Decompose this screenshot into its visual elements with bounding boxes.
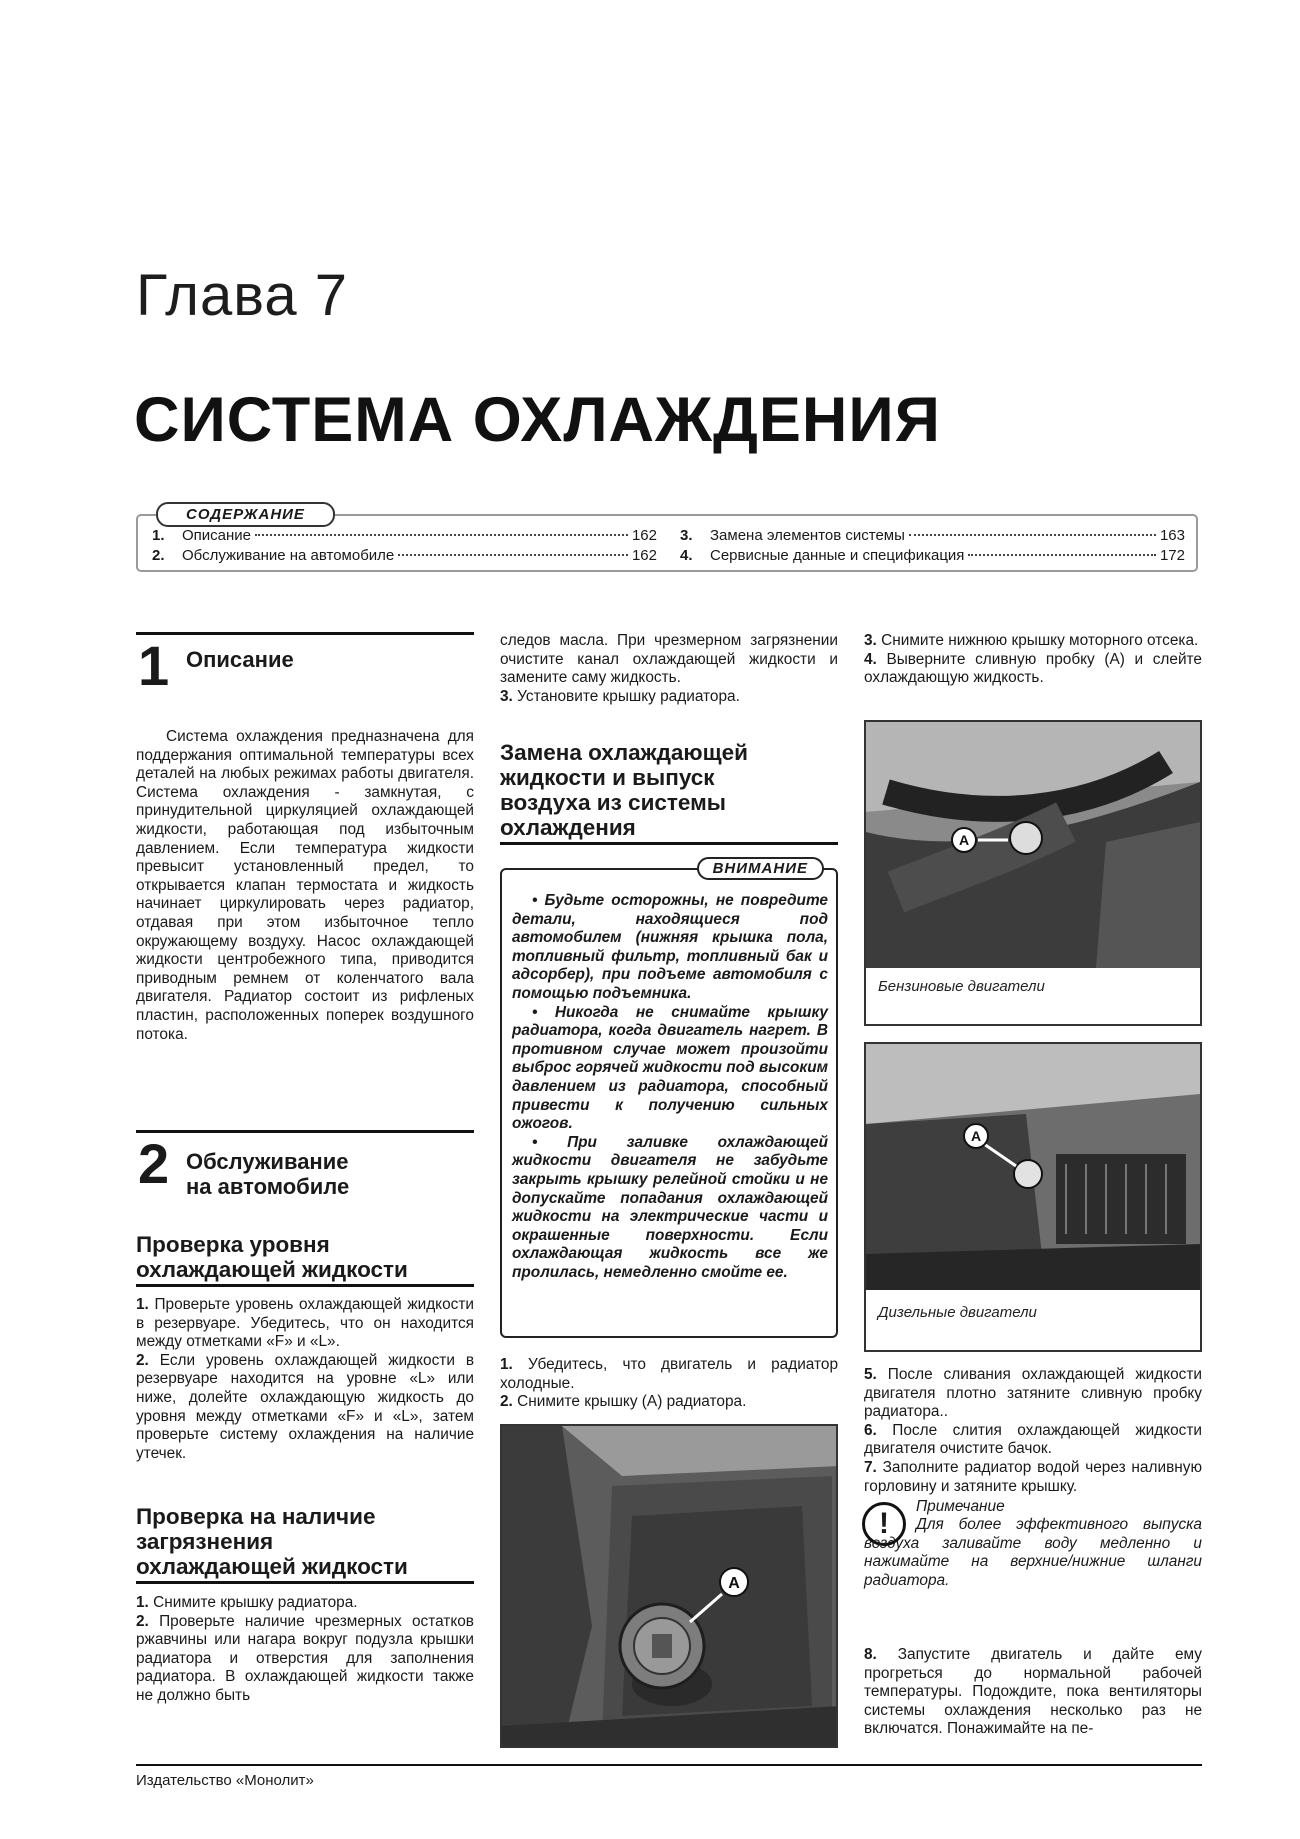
publisher: Издательство «Монолит» [136,1772,314,1789]
photo-caption: Бензиновые двигатели [878,978,1045,995]
step-text: Снимите нижнюю крышку моторного отсека. [881,632,1199,649]
subheading-line: охлаждающей жидкости [136,1554,408,1579]
step [500,688,838,707]
petrol-drain-photo [864,720,1202,1026]
step-text: Заполните радиатор водой через наливную горловину и затяните крышку. [864,1458,1202,1495]
step-number: 6. [864,1421,877,1439]
toc-page: 163 [1159,527,1185,544]
petrol-drain-illustration [866,722,1200,968]
subheading-line: загрязнения [136,1529,274,1554]
toc-item[interactable] [152,526,657,546]
toc-left [152,526,657,566]
radiator-cap-illustration [502,1426,838,1748]
toc-text: Замена элементов системы [710,527,905,544]
toc-leader [255,534,628,536]
subheading-level-check [136,1232,474,1287]
step-text: Снимите крышку (A) радиатора. [517,1393,747,1411]
section-title-line: на автомобиле [186,1174,350,1199]
diesel-drain-photo [864,1042,1202,1352]
continuation-text: следов масла. При чрезмерном загрязнении очистите канал охлаждающей жидкости и замените саму жидкость. [500,632,838,687]
section-number: 1 [138,634,170,697]
section-number: 2 [138,1132,170,1195]
section-title-line: Обслуживание [186,1149,349,1174]
warning-tag: ВНИМАНИЕ [697,857,824,880]
step-text: Снимите крышку радиатора. [153,1594,358,1611]
diesel-drain-illustration [866,1044,1200,1290]
step-number: 2. [136,1612,149,1630]
exclamation-icon: ! [862,1502,906,1546]
subheading-line: охлаждающей жидкости [136,1257,408,1282]
step [864,1422,1202,1459]
step [864,1459,1202,1496]
callout-label: A [728,1575,740,1592]
level-check-steps [136,1296,474,1463]
toc-num: 2. [152,547,165,564]
step-number: 1. [136,1594,149,1611]
toc-item[interactable] [152,546,657,566]
col3-mid-steps [864,1366,1202,1496]
subheading-line: жидкости и выпуск [500,765,715,790]
step-text: Установите крышку радиатора. [517,687,740,705]
step-text: После слития охлаждающей жидкости двигателя очистите бачок. [864,1421,1203,1458]
toc-page: 162 [631,547,657,564]
contents-tag: СОДЕРЖАНИЕ [156,502,335,527]
step-text: Убедитесь, что двигатель и радиатор холодные. [500,1356,839,1392]
callout-label: A [970,1128,982,1144]
photo-caption: Дизельные двигатели [878,1304,1037,1321]
step-number: 1. [136,1296,149,1313]
step [136,1296,474,1352]
col2-top-text [500,632,838,706]
chapter-label: Глава 7 [136,263,349,328]
chapter-title: СИСТЕМА ОХЛАЖДЕНИЯ [134,385,941,455]
step [136,1613,474,1706]
callout-label: A [958,832,970,848]
warning-box [500,860,838,1338]
warning-item: • Никогда не снимайте крышку радиатора, когда двигатель нагрет. В противном случае может произойти выброс горячей жидкости под высоким давлением из радиатора, способный привести к получению сильных ожогов. [512,1003,828,1133]
section-title: Описание [186,647,294,672]
toc-page: 162 [631,527,657,544]
step-number: 2. [500,1393,513,1411]
toc-num: 4. [680,547,693,564]
subheading-line: воздуха из системы [500,790,727,815]
step [864,1366,1202,1422]
toc-text: Сервисные данные и спецификация [710,547,965,564]
step-text: Проверьте уровень охлаждающей жидкости в резервуаре. Убедитесь, что он находится между отметками «F» и «L». [136,1296,474,1351]
step-text: После сливания охлаждающей жидкости двигателя плотно затяните сливную пробку радиатора.. [864,1366,1203,1421]
subheading-replacement [500,740,838,845]
step-text: Выверните сливную пробку (A) и слейте охлаждающую жидкость. [864,650,1202,687]
section-2-heading [136,1130,474,1199]
step [864,632,1202,651]
toc-leader [968,554,1156,556]
step-text: Проверьте наличие чрезмерных остатков ржавчины или нагара вокруг подузла крышки радиатора и отверстия для заполнения радиатора. В охлаждающей жидкости также не должно быть [136,1612,474,1704]
note-title: Примечание [916,1498,1005,1515]
warning-item: • Будьте осторожны, не повредите детали, находящиеся под автомобилем (нижняя крышка пола, топливный фильтр, топливный бак и адсорбер), при подъеме автомобиля с помощью подъемника. [512,892,828,1002]
step [500,1393,838,1412]
subheading-line: Замена охлаждающей [500,740,748,765]
warning-item: • При заливке охлаждающей жидкости двигателя не забудьте закрыть крышку релейной стойки и не допускайте попадания охлаждающей жидкости на электрические части и окрашенные поверхности. Если охлаждающая жидкость все же пролилась, немедленно смойте ее. [512,1133,828,1281]
note-body: Для более эффективного выпуска воздуха заливайте воду медленно и нажимайте на верхние/нижние шланги радиатора. [864,1516,1202,1589]
step-number: 5. [864,1366,877,1383]
step-number: 4. [864,650,877,668]
contamination-steps [136,1594,474,1706]
footer-rule [136,1764,1202,1766]
step-number: 7. [864,1458,877,1476]
step-number: 3. [500,687,513,705]
col2-steps [500,1356,838,1412]
subheading-line: Проверка уровня [136,1232,330,1257]
toc-text: Описание [182,527,252,544]
warning-text [512,892,828,1282]
step [500,1356,838,1393]
step-number: 3. [864,632,877,649]
step-number: 1. [500,1356,513,1373]
step [864,651,1202,688]
subheading-line: охлаждения [500,815,636,840]
col3-top-steps [864,632,1202,688]
toc-num: 3. [680,527,693,544]
step-text: Запустите двигатель и дайте ему прогреться до нормальной рабочей температуры. Подождите, пока вентиляторы системы охлаждения несколько раз не включатся. Понажимайте на пе- [864,1646,1203,1738]
toc-item[interactable] [680,546,1185,566]
note-text [864,1516,1202,1590]
subheading-line: Проверка на наличие [136,1504,376,1529]
section-1-heading [136,632,474,697]
toc-leader [398,554,628,556]
toc-leader [909,534,1156,536]
step [864,1646,1202,1739]
col3-step8 [864,1646,1202,1739]
contents-box [136,506,1198,572]
toc-num: 1. [152,527,165,544]
section-title [186,1149,349,1199]
toc-text: Обслуживание на автомобиле [182,547,395,564]
step [136,1352,474,1464]
toc-right [680,526,1185,566]
radiator-cap-photo [500,1424,838,1748]
toc-page: 172 [1159,547,1185,564]
toc-item[interactable] [680,526,1185,546]
step-text: Если уровень охлаждающей жидкости в резервуаре находится на уровне «L» или ниже, долейте охлаждающую жидкость до уровня между отметками «F» и «L», затем проверьте систему охлаждения на наличие утечек. [136,1351,474,1462]
step-number: 2. [136,1351,149,1369]
step-number: 8. [864,1646,877,1663]
section-1-body: Система охлаждения предназначена для поддержания оптимальной температуры всех деталей на любых режимах работы двигателя. Система охлаждения - замкнутая, с принудительной циркуляцией охлаждающей жидкости, работающая под избыточным давлением. Если температура жидкости превысит установленный предел, то открывается клапан термостата и жидкость начинает циркулировать через радиатор, отдавая при этом избыточное тепло окружающему воздуху. Насос охлаждающей жидкости центробежного типа, приводится приводным ремнем от коленчатого вала двигателя. Радиатор состоит из рифленых пластин, расположенных поперек воздушного потока. [136,728,474,1043]
step [136,1594,474,1613]
subheading-contamination [136,1504,474,1584]
